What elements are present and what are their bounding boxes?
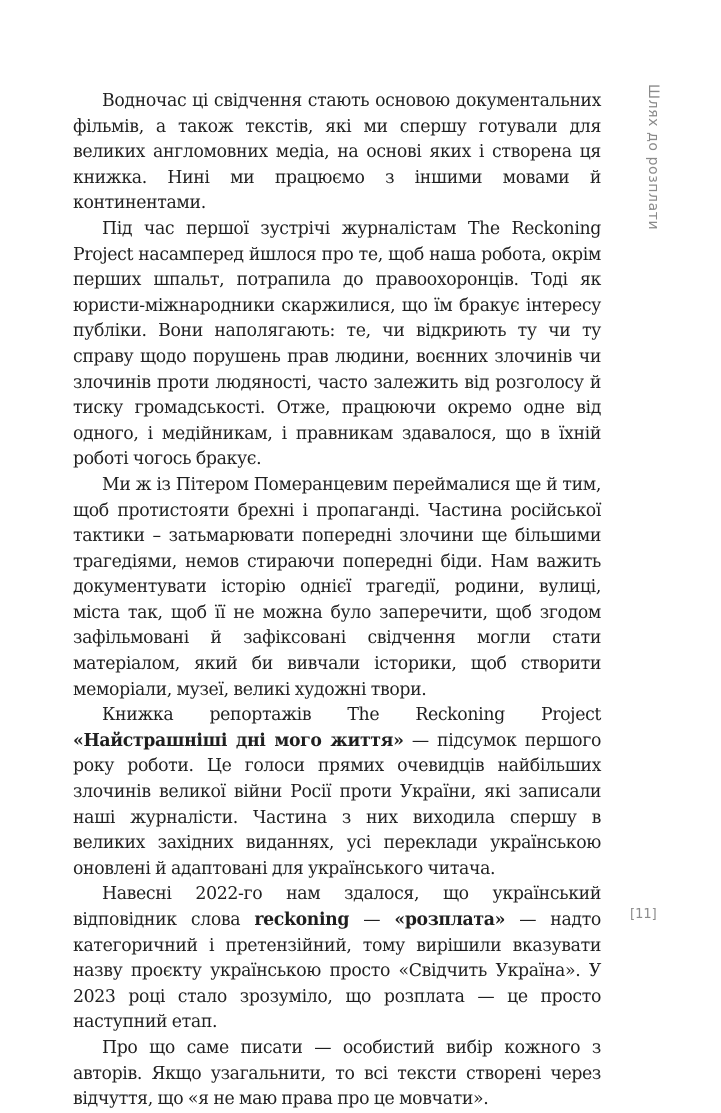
paragraph-4-text-after: — підсумок першого року роботи. Це голоси прямих очевидців найбільших злочинів великої війни Росії проти України, які записали наші журналісти. Частина з них виходила спершу в великих західних виданнях, усі переклади українською оновлені й адаптовані для українського читача. bbox=[73, 730, 601, 879]
paragraph-6: Про що саме писати — особистий вибір кожного з авторів. Якщо узагальнити, то всі тексти створені через відчуття, що «я не маю права про це мовчати». bbox=[73, 1037, 601, 1110]
term-rozplata-bold: «розплата» bbox=[394, 910, 506, 930]
paragraph-3: Ми ж із Пітером Померанцевим переймалися ще й тим, щоб протистояти брехні і пропаганді. Частина російської тактики – затьмарювати попередні злочини ще більшими трагедіями, немов стираючи попередні біди. Нам важить документувати історію однієї трагедії, родини, вулиці, міста так, щоб її не можна було заперечити, щоб згодом зафільмовані й зафіксовані свідчення могли стати матеріалом, який би вивчали історики, щоб створити меморіали, музеї, великі художні твори. bbox=[73, 474, 601, 700]
paragraph-5-text-after: — надто категоричний і претензійний, тому вирішили вказувати назву проєкту українською просто «Свідчить Україна». У 2023 році стало зрозуміло, що розплата — це просто наступний етап. bbox=[73, 910, 601, 1033]
book-title-bold: «Найстрашніші дні мого життя» bbox=[73, 730, 404, 751]
paragraph-5-text-middle: — bbox=[349, 910, 395, 930]
body-text bbox=[73, 89, 601, 1113]
paragraph-5-text-before: Навесні 2022-го нам здалося, що український відповідник слова bbox=[73, 884, 601, 930]
paragraph-1: Водночас ці свідчення стають основою документальних фільмів, а також текстів, які ми спершу готували для великих англомовних медіа, на основі яких і створена ця книжка. Нині ми працюємо з іншими мовами й континентами. bbox=[73, 91, 601, 214]
page-number: [11] bbox=[630, 907, 657, 922]
running-title: Шлях до розплати bbox=[645, 84, 661, 231]
term-reckoning-bold: reckoning bbox=[254, 910, 350, 930]
paragraph-2: Під час першої зустрічі журналістам The Reckoning Project насамперед йшлося про те, щоб наша робота, окрім перших шпальт, потрапила до правоохоронців. Тоді як юристи-міжнародники скаржилися, що їм бракує інтересу публіки. Вони наполягають: те, чи відкриють ту чи ту справу щодо порушень прав людини, воєнних злочинів чи злочинів проти людяності, часто залежить від розголосу й тиску громадськості. Отже, працюючи окремо одне від одного, і медійникам, і правникам здавалося, що в їхній роботі чогось бракує. bbox=[73, 218, 601, 470]
paragraph-5 bbox=[73, 882, 601, 1036]
paragraph-4 bbox=[73, 703, 601, 882]
paragraph-4-text-before: Книжка репортажів The Reckoning Project bbox=[102, 705, 601, 726]
